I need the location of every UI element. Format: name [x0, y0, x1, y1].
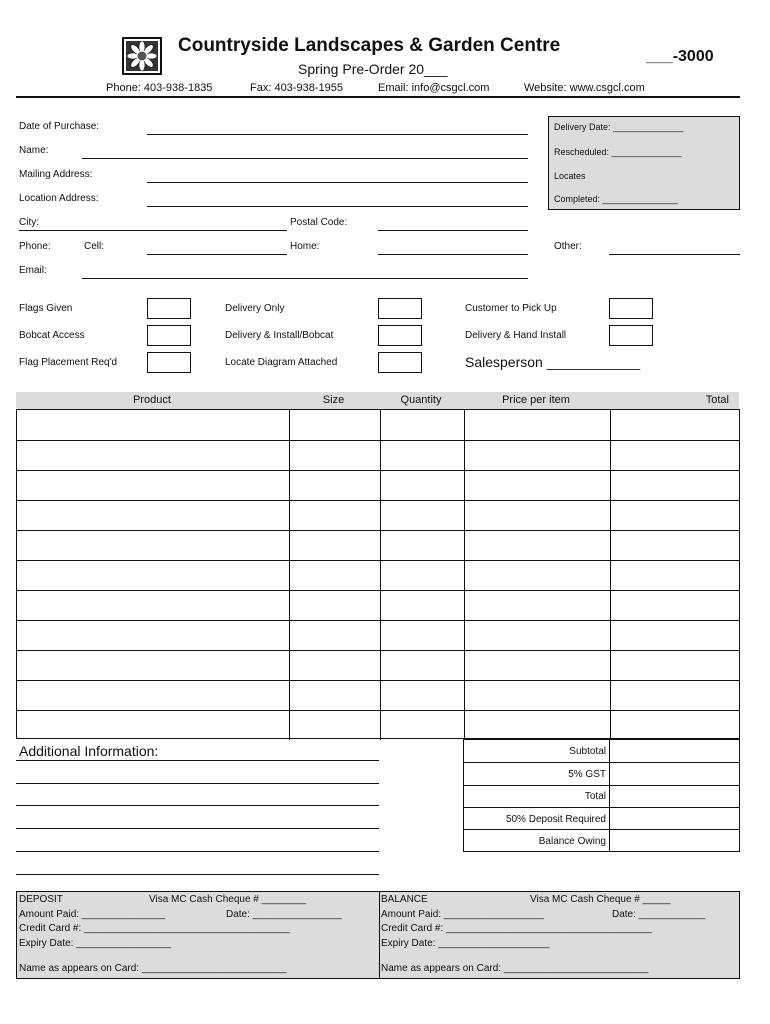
table-cell-quantity[interactable]	[380, 710, 464, 740]
table-cell-product[interactable]	[17, 560, 289, 590]
table-cell-product[interactable]	[17, 500, 289, 530]
column-header-price: Price per item	[502, 394, 570, 406]
table-cell-quantity[interactable]	[380, 500, 464, 530]
table-cell-total[interactable]	[610, 620, 740, 650]
logo	[122, 37, 162, 75]
table-cell-product[interactable]	[17, 710, 289, 740]
customer-pickup-label: Customer to Pick Up	[465, 303, 557, 314]
table-cell-quantity[interactable]	[380, 680, 464, 710]
locate-diagram-checkbox[interactable]	[378, 352, 422, 373]
company-website: Website: www.csgcl.com	[524, 82, 645, 94]
completed-label: Completed: _______________	[554, 194, 678, 204]
email-label: Email:	[19, 265, 47, 276]
gst-value[interactable]	[610, 763, 739, 785]
table-cell-price[interactable]	[464, 650, 610, 680]
company-phone: Phone: 403-938-1835	[106, 82, 213, 94]
table-cell-price[interactable]	[464, 530, 610, 560]
additional-info-line-1[interactable]	[16, 760, 379, 761]
table-cell-total[interactable]	[610, 440, 740, 470]
delivery-only-label: Delivery Only	[225, 303, 285, 314]
table-cell-price[interactable]	[464, 590, 610, 620]
total-value[interactable]	[610, 786, 739, 807]
table-cell-total[interactable]	[610, 530, 740, 560]
table-cell-quantity[interactable]	[380, 410, 464, 440]
table-cell-size[interactable]	[289, 650, 380, 680]
delivery-status-box	[548, 116, 740, 210]
delivery-hand-install-checkbox[interactable]	[609, 325, 653, 346]
deposit-methods[interactable]: Visa MC Cash Cheque # ________	[149, 894, 307, 905]
other-label: Other:	[554, 241, 582, 252]
product-table-body	[16, 409, 740, 739]
column-header-product: Product	[133, 394, 171, 406]
table-cell-size[interactable]	[289, 500, 380, 530]
column-header-quantity: Quantity	[400, 394, 442, 406]
postal-code-label: Postal Code:	[290, 217, 348, 228]
column-header-size: Size	[322, 394, 345, 406]
table-cell-product[interactable]	[17, 680, 289, 710]
delivery-install-bobcat-checkbox[interactable]	[378, 325, 422, 346]
flag-placement-label: Flag Placement Req'd	[19, 357, 118, 368]
deposit-expiry[interactable]: Expiry Date: _________________	[19, 938, 171, 949]
gst-label: 5% GST	[568, 769, 606, 780]
subtotal-label: Subtotal	[569, 746, 606, 757]
cell-label: Cell:	[84, 241, 105, 252]
table-cell-product[interactable]	[17, 410, 289, 440]
table-cell-total[interactable]	[610, 680, 740, 710]
deposit-credit-card[interactable]: Credit Card #: _____________________________________	[19, 923, 290, 934]
name-field[interactable]	[82, 158, 528, 159]
table-cell-product[interactable]	[17, 590, 289, 620]
company-name: Countryside Landscapes & Garden Centre	[178, 35, 561, 56]
balance-methods[interactable]: Visa MC Cash Cheque # _____	[530, 894, 671, 905]
table-cell-total[interactable]	[610, 710, 740, 740]
table-cell-size[interactable]	[289, 410, 380, 440]
table-cell-quantity[interactable]	[380, 470, 464, 500]
delivery-only-checkbox[interactable]	[378, 298, 422, 319]
table-cell-product[interactable]	[17, 440, 289, 470]
table-cell-price[interactable]	[464, 620, 610, 650]
deposit-title: DEPOSIT	[19, 894, 63, 905]
flags-given-checkbox[interactable]	[147, 298, 191, 319]
deposit-name-on-card[interactable]: Name as appears on Card: __________________________	[19, 963, 287, 974]
table-cell-price[interactable]	[464, 440, 610, 470]
table-cell-size[interactable]	[289, 620, 380, 650]
rescheduled-label: Rescheduled: ______________	[554, 147, 682, 157]
table-cell-quantity[interactable]	[380, 560, 464, 590]
table-cell-quantity[interactable]	[380, 530, 464, 560]
table-cell-size[interactable]	[289, 440, 380, 470]
date-of-purchase-label: Date of Purchase:	[19, 121, 100, 132]
customer-pickup-checkbox[interactable]	[609, 298, 653, 319]
balance-value[interactable]	[610, 830, 739, 851]
table-cell-size[interactable]	[289, 680, 380, 710]
table-cell-total[interactable]	[610, 650, 740, 680]
deposit-amount-paid[interactable]: Amount Paid: _______________	[19, 909, 166, 920]
table-cell-total[interactable]	[610, 500, 740, 530]
additional-info-line-3[interactable]	[16, 805, 379, 806]
table-cell-total[interactable]	[610, 410, 740, 440]
additional-info-line-5[interactable]	[16, 851, 379, 852]
table-cell-quantity[interactable]	[380, 620, 464, 650]
home-label: Home:	[290, 241, 320, 252]
table-cell-total[interactable]	[610, 590, 740, 620]
home-field[interactable]	[378, 254, 528, 255]
locate-diagram-label: Locate Diagram Attached	[225, 357, 338, 368]
table-cell-price[interactable]	[464, 470, 610, 500]
table-cell-quantity[interactable]	[380, 590, 464, 620]
date-of-purchase-field[interactable]	[147, 134, 528, 135]
delivery-install-bobcat-label: Delivery & Install/Bobcat	[225, 330, 334, 341]
table-cell-product[interactable]	[17, 470, 289, 500]
form-subtitle: Spring Pre-Order 20___	[298, 61, 448, 77]
balance-name-on-card[interactable]: Name as appears on Card: __________________________	[381, 963, 649, 974]
balance-amount-paid[interactable]: Amount Paid: __________________	[381, 909, 544, 920]
table-cell-product[interactable]	[17, 650, 289, 680]
table-cell-price[interactable]	[464, 410, 610, 440]
table-cell-product[interactable]	[17, 620, 289, 650]
table-cell-size[interactable]	[289, 470, 380, 500]
column-header-total: Total	[705, 394, 729, 406]
table-cell-price[interactable]	[464, 680, 610, 710]
flags-given-label: Flags Given	[19, 303, 73, 314]
balance-expiry[interactable]: Expiry Date: ____________________	[381, 938, 550, 949]
table-cell-total[interactable]	[610, 560, 740, 590]
additional-info-line-2[interactable]	[16, 783, 379, 784]
delivery-date-label: Delivery Date: ______________	[554, 122, 684, 132]
postal-code-field[interactable]	[378, 230, 528, 231]
flag-placement-checkbox[interactable]	[147, 352, 191, 373]
deposit-date[interactable]: Date: ________________	[226, 909, 342, 920]
order-number: ___-3000	[646, 48, 714, 65]
cell-field[interactable]	[147, 254, 287, 255]
name-label: Name:	[19, 145, 49, 156]
bobcat-access-label: Bobcat Access	[19, 330, 85, 341]
table-cell-size[interactable]	[289, 710, 380, 740]
balance-credit-card[interactable]: Credit Card #: _____________________________________	[381, 923, 652, 934]
table-cell-product[interactable]	[17, 530, 289, 560]
balance-title: BALANCE	[381, 894, 428, 905]
email-field[interactable]	[82, 278, 528, 279]
table-cell-quantity[interactable]	[380, 440, 464, 470]
deposit-required-label: 50% Deposit Required	[505, 814, 606, 825]
balance-owing-label: Balance Owing	[538, 836, 606, 847]
company-email: Email: info@csgcl.com	[378, 82, 490, 94]
subtotal-value[interactable]	[610, 740, 739, 762]
flower-icon	[122, 37, 162, 75]
city-label: City:	[19, 217, 39, 228]
other-field[interactable]	[609, 254, 740, 255]
additional-info-line-6[interactable]	[16, 874, 379, 875]
header-divider	[16, 96, 740, 98]
table-cell-size[interactable]	[289, 590, 380, 620]
table-cell-quantity[interactable]	[380, 650, 464, 680]
phone-label: Phone:	[19, 241, 51, 252]
deposit-value[interactable]	[610, 808, 739, 829]
bobcat-access-checkbox[interactable]	[147, 325, 191, 346]
table-cell-price[interactable]	[464, 710, 610, 740]
location-address-field[interactable]	[147, 206, 528, 207]
balance-date[interactable]: Date: ____________	[612, 909, 706, 920]
additional-info-line-4[interactable]	[16, 828, 379, 829]
table-cell-total[interactable]	[610, 470, 740, 500]
totals-box	[463, 739, 740, 852]
table-cell-price[interactable]	[464, 500, 610, 530]
total-label: Total	[584, 791, 606, 802]
table-cell-price[interactable]	[464, 560, 610, 590]
mailing-address-field[interactable]	[147, 182, 528, 183]
city-field[interactable]	[19, 230, 287, 231]
additional-info-label: Additional Information:	[19, 743, 159, 759]
salesperson-label: Salesperson ____________	[465, 354, 641, 370]
location-address-label: Location Address:	[19, 193, 99, 204]
locates-label: Locates	[554, 171, 586, 181]
table-cell-size[interactable]	[289, 560, 380, 590]
delivery-hand-install-label: Delivery & Hand Install	[465, 330, 567, 341]
mailing-address-label: Mailing Address:	[19, 169, 93, 180]
table-cell-size[interactable]	[289, 530, 380, 560]
company-fax: Fax: 403-938-1955	[250, 82, 343, 94]
